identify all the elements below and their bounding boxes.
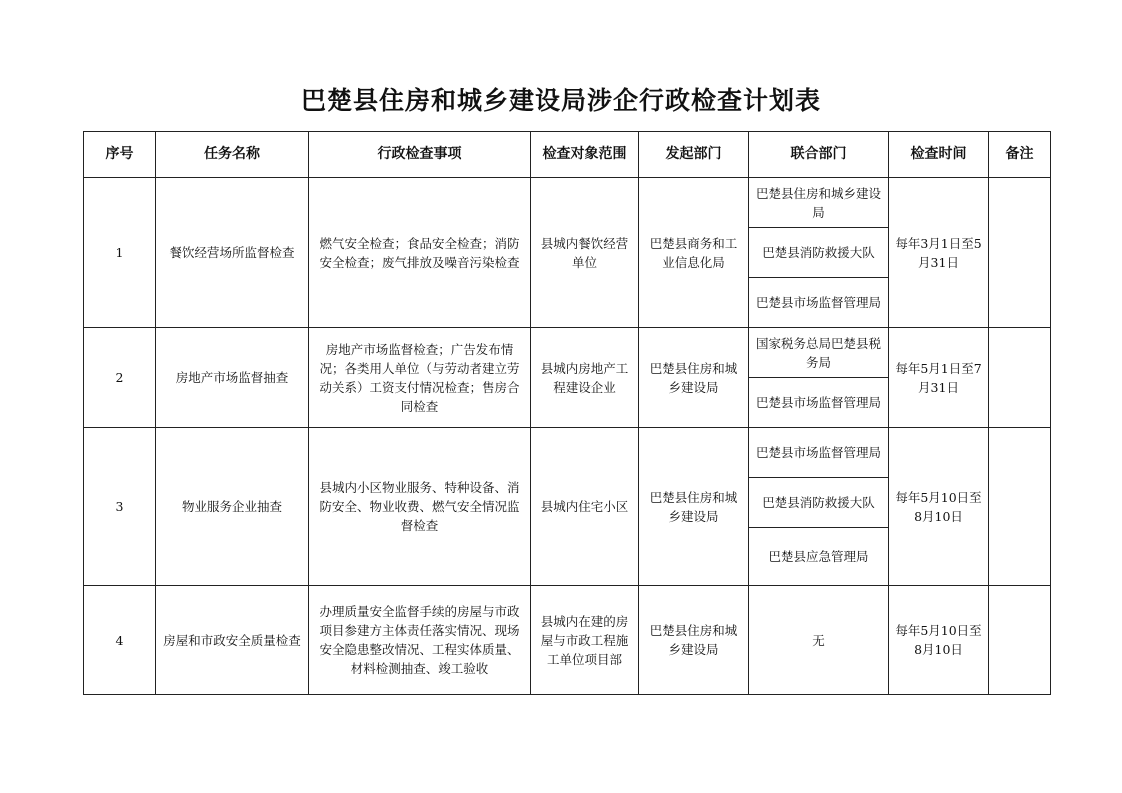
header-note: 备注 [989, 132, 1051, 178]
page-title: 巴楚县住房和城乡建设局涉企行政检查计划表 [300, 86, 821, 115]
row-scope: 县城内在建的房屋与市政工程施工单位项目部 [531, 586, 639, 695]
header-no: 序号 [84, 132, 156, 178]
row-scope: 县城内住宅小区 [531, 428, 639, 586]
row-joint-dept: 巴楚县市场监督管理局 [749, 428, 889, 478]
row-initiator: 巴楚县住房和城乡建设局 [639, 428, 749, 586]
table-row [84, 586, 1051, 695]
inspection-plan-table [83, 131, 1051, 695]
header-items: 行政检查事项 [309, 132, 531, 178]
table-row [84, 178, 1051, 228]
header-joint: 联合部门 [749, 132, 889, 178]
table-header-row [84, 132, 1051, 178]
row-items: 县城内小区物业服务、特种设备、消防安全、物业收费、燃气安全情况监督检查 [309, 428, 531, 586]
row-time: 每年5月10日至8月10日 [889, 586, 989, 695]
table-row [84, 328, 1051, 378]
row-joint-dept: 巴楚县住房和城乡建设局 [749, 178, 889, 228]
row-task: 餐饮经营场所监督检查 [156, 178, 309, 328]
header-time: 检查时间 [889, 132, 989, 178]
row-items: 办理质量安全监督手续的房屋与市政项目参建方主体责任落实情况、现场安全隐患整改情况、工程实体质量、材料检测抽查、竣工验收 [309, 586, 531, 695]
row-time: 每年3月1日至5月31日 [889, 178, 989, 328]
row-items: 房地产市场监督检查；广告发布情况；各类用人单位（与劳动者建立劳动关系）工资支付情况检查；售房合同检查 [309, 328, 531, 428]
row-note [989, 428, 1051, 586]
row-no: 1 [84, 178, 156, 328]
row-joint-dept: 巴楚县应急管理局 [749, 528, 889, 586]
row-note [989, 328, 1051, 428]
row-task: 房地产市场监督抽查 [156, 328, 309, 428]
row-joint-dept: 无 [749, 586, 889, 695]
table-row [84, 428, 1051, 478]
row-items: 燃气安全检查；食品安全检查；消防安全检查；废气排放及噪音污染检查 [309, 178, 531, 328]
header-initiator: 发起部门 [639, 132, 749, 178]
row-time: 每年5月10日至8月10日 [889, 428, 989, 586]
row-task: 物业服务企业抽查 [156, 428, 309, 586]
row-note [989, 586, 1051, 695]
header-task: 任务名称 [156, 132, 309, 178]
row-joint-dept: 巴楚县市场监督管理局 [749, 378, 889, 428]
row-no: 3 [84, 428, 156, 586]
row-note [989, 178, 1051, 328]
row-scope: 县城内房地产工程建设企业 [531, 328, 639, 428]
row-joint-dept: 巴楚县消防救援大队 [749, 478, 889, 528]
row-initiator: 巴楚县住房和城乡建设局 [639, 328, 749, 428]
row-time: 每年5月1日至7月31日 [889, 328, 989, 428]
row-joint-dept: 国家税务总局巴楚县税务局 [749, 328, 889, 378]
row-no: 2 [84, 328, 156, 428]
row-joint-dept: 巴楚县市场监督管理局 [749, 278, 889, 328]
row-initiator: 巴楚县住房和城乡建设局 [639, 586, 749, 695]
row-task: 房屋和市政安全质量检查 [156, 586, 309, 695]
row-scope: 县城内餐饮经营单位 [531, 178, 639, 328]
header-scope: 检查对象范围 [531, 132, 639, 178]
row-initiator: 巴楚县商务和工业信息化局 [639, 178, 749, 328]
row-joint-dept: 巴楚县消防救援大队 [749, 228, 889, 278]
row-no: 4 [84, 586, 156, 695]
